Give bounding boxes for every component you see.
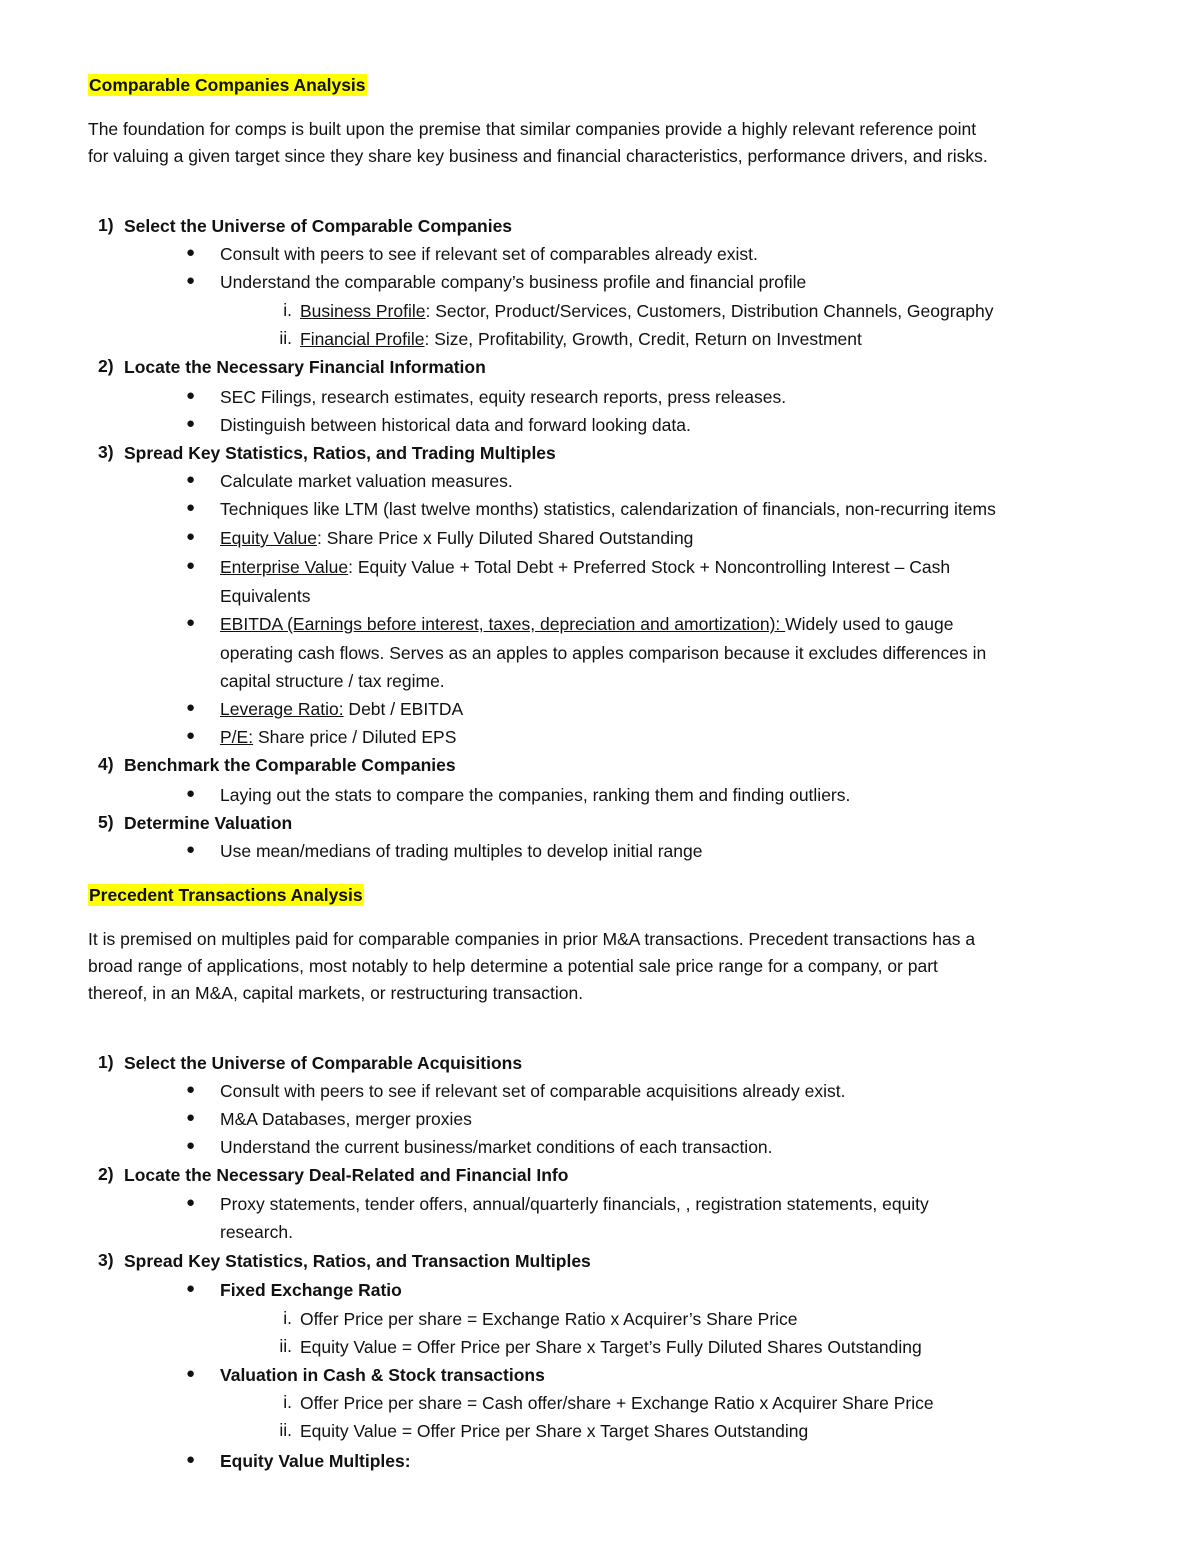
intro-line: It is premised on multiples paid for comparable companies in prior M&A transactions. Precedent transactions has a	[88, 929, 976, 949]
term: Business Profile	[300, 301, 426, 321]
step-number: 1)	[98, 215, 114, 235]
step-title: Spread Key Statistics, Ratios, and Trading Multiples	[124, 443, 556, 463]
step-title: Select the Universe of Comparable Acquisitions	[124, 1053, 523, 1073]
group-title: Valuation in Cash & Stock transactions	[220, 1365, 545, 1385]
definition-item	[220, 726, 456, 748]
bullet-icon: ●	[186, 1451, 196, 1468]
section-heading-precedent	[88, 884, 364, 906]
formula-item: Offer Price per share = Cash offer/share + Exchange Ratio x Acquirer Share Price	[300, 1393, 934, 1413]
step-title: Locate the Necessary Financial Information	[124, 357, 486, 377]
term: P/E:	[220, 727, 254, 747]
group-title: Equity Value Multiples:	[220, 1451, 411, 1471]
step-title: Spread Key Statistics, Ratios, and Transaction Multiples	[124, 1251, 591, 1271]
sub-item	[300, 328, 862, 350]
bullet-text: Understand the comparable company’s business profile and financial profile	[220, 272, 807, 292]
roman-numeral: i.	[283, 300, 292, 320]
intro-line: thereof, in an M&A, capital markets, or restructuring transaction.	[88, 983, 584, 1003]
bullet-icon: ●	[186, 415, 196, 432]
step-title: Benchmark the Comparable Companies	[124, 755, 456, 775]
roman-numeral: ii.	[279, 1420, 292, 1440]
definition: : Size, Profitability, Growth, Credit, Return on Investment	[424, 329, 862, 349]
roman-numeral: i.	[283, 1308, 292, 1328]
bullet-text: Distinguish between historical data and forward looking data.	[220, 415, 691, 435]
definition: Debt / EBITDA	[343, 699, 464, 719]
definition-continuation: Equivalents	[220, 586, 311, 606]
bullet-icon: ●	[186, 1109, 196, 1126]
bullet-icon: ●	[186, 272, 196, 289]
step-title: Locate the Necessary Deal-Related and Financial Info	[124, 1165, 569, 1185]
bullet-icon: ●	[186, 727, 196, 744]
bullet-icon: ●	[186, 614, 196, 631]
definition-item	[220, 556, 950, 578]
bullet-icon: ●	[186, 841, 196, 858]
bullet-icon: ●	[186, 699, 196, 716]
step-number: 4)	[98, 754, 114, 774]
definition-item	[220, 698, 463, 720]
term: Equity Value	[220, 528, 317, 548]
bullet-text: Consult with peers to see if relevant set of comparable acquisitions already exist.	[220, 1081, 846, 1101]
bullet-icon: ●	[186, 387, 196, 404]
formula-item: Offer Price per share = Exchange Ratio x Acquirer’s Share Price	[300, 1309, 798, 1329]
highlighted-heading: Precedent Transactions Analysis	[89, 885, 363, 905]
step-number: 3)	[98, 442, 114, 462]
step-number: 3)	[98, 1250, 114, 1270]
definition-item	[220, 527, 693, 549]
bullet-icon: ●	[186, 244, 196, 261]
step-number: 1)	[98, 1052, 114, 1072]
bullet-icon: ●	[186, 499, 196, 516]
section-heading-comparable	[88, 74, 367, 96]
bullet-icon: ●	[186, 1280, 196, 1297]
term: EBITDA (Earnings before interest, taxes, depreciation and amortization):	[220, 614, 786, 634]
bullet-text: SEC Filings, research estimates, equity research reports, press releases.	[220, 387, 787, 407]
step-title: Determine Valuation	[124, 813, 293, 833]
intro-line: for valuing a given target since they share key business and financial characteristics, performance drivers, and risks.	[88, 146, 988, 166]
definition-continuation: operating cash flows. Serves as an apples to apples comparison because it excludes differences in	[220, 643, 987, 663]
term: Financial Profile	[300, 329, 425, 349]
term: Leverage Ratio:	[220, 699, 344, 719]
roman-numeral: ii.	[279, 328, 292, 348]
group-title: Fixed Exchange Ratio	[220, 1280, 402, 1300]
bullet-continuation: research.	[220, 1222, 293, 1242]
step-number: 5)	[98, 812, 114, 832]
definition: Share price / Diluted EPS	[253, 727, 457, 747]
sub-item	[300, 300, 994, 322]
intro-line: The foundation for comps is built upon the premise that similar companies provide a highly relevant reference point	[88, 119, 977, 139]
step-number: 2)	[98, 1164, 114, 1184]
bullet-icon: ●	[186, 1081, 196, 1098]
definition-continuation: capital structure / tax regime.	[220, 671, 445, 691]
bullet-icon: ●	[186, 557, 196, 574]
definition: : Equity Value + Total Debt + Preferred Stock + Noncontrolling Interest – Cash	[348, 557, 951, 577]
definition: : Sector, Product/Services, Customers, Distribution Channels, Geography	[425, 301, 994, 321]
formula-item: Equity Value = Offer Price per Share x Target Shares Outstanding	[300, 1421, 809, 1441]
bullet-text: Consult with peers to see if relevant set of comparables already exist.	[220, 244, 758, 264]
bullet-icon: ●	[186, 1194, 196, 1211]
highlighted-heading: Comparable Companies Analysis	[89, 75, 366, 95]
roman-numeral: ii.	[279, 1336, 292, 1356]
step-number: 2)	[98, 356, 114, 376]
bullet-text: Proxy statements, tender offers, annual/quarterly financials, , registration statements, equity	[220, 1194, 929, 1214]
bullet-icon: ●	[186, 471, 196, 488]
term: Enterprise Value	[220, 557, 349, 577]
definition-item	[220, 613, 953, 635]
bullet-text: Calculate market valuation measures.	[220, 471, 513, 491]
bullet-text: Understand the current business/market conditions of each transaction.	[220, 1137, 773, 1157]
definition: : Share Price x Fully Diluted Shared Outstanding	[316, 528, 694, 548]
bullet-icon: ●	[186, 785, 196, 802]
roman-numeral: i.	[283, 1392, 292, 1412]
bullet-text: Use mean/medians of trading multiples to develop initial range	[220, 841, 703, 861]
step-title: Select the Universe of Comparable Companies	[124, 216, 513, 236]
definition: Widely used to gauge	[785, 614, 954, 634]
formula-item: Equity Value = Offer Price per Share x Target’s Fully Diluted Shares Outstanding	[300, 1337, 922, 1357]
bullet-icon: ●	[186, 1365, 196, 1382]
bullet-text: Laying out the stats to compare the companies, ranking them and finding outliers.	[220, 785, 851, 805]
bullet-text: M&A Databases, merger proxies	[220, 1109, 472, 1129]
bullet-icon: ●	[186, 1137, 196, 1154]
bullet-icon: ●	[186, 528, 196, 545]
intro-line: broad range of applications, most notably to help determine a potential sale price range for a company, or part	[88, 956, 938, 976]
bullet-text: Techniques like LTM (last twelve months) statistics, calendarization of financials, non-recurring items	[220, 499, 996, 519]
